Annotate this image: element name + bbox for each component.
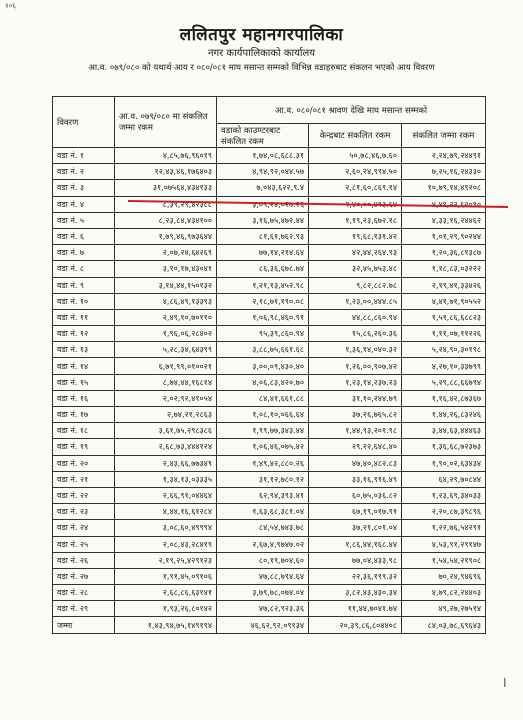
cell-ward: वडा नं. ८ (53, 261, 115, 277)
cell-prev: १,७९,४६,९७३६४४ (115, 228, 217, 244)
cell-ward: वडा नं. ५ (53, 212, 115, 228)
cell-center: ७७,०४,४३३.९८ (309, 552, 402, 568)
page-title: ललितपुर महानगरपालिका (179, 25, 344, 45)
cell-total: ५,२९,८८,६६७९४ (402, 374, 486, 390)
cell-counter: ३,००,०९,४३०.४० (217, 358, 309, 374)
cell-ward: वडा नं. १४ (53, 358, 115, 374)
cell-prev: १,४३,९४,७५,१४९१९४ (115, 617, 217, 633)
cell-prev: ४,८५,७६,९६०१९ (115, 148, 217, 164)
cell-center: २२,३६,१९९.३२ (309, 568, 402, 584)
cell-ward: वडा नं. २९ (53, 601, 115, 617)
cell-ward: वडा नं. १३ (53, 342, 115, 358)
table-row (53, 407, 486, 423)
cell-ward: वडा नं. २७ (53, 568, 115, 584)
cell-center: १,४०,००,४९३.६४ (309, 196, 402, 212)
cell-counter: ८१,६१,७६२.९३ (217, 228, 309, 244)
cell-total: १,३६,६८,७२३७३ (402, 439, 486, 455)
cell-total: ६४,२९,७०८४४ (402, 471, 486, 487)
cell-counter: १,०६,४६,०७५.४२ (217, 439, 309, 455)
cell-prev: १,९३,२६,८०१४२ (115, 601, 217, 617)
cell-total: ३,४४,६३,४४४६३ (402, 423, 486, 439)
table-row (53, 471, 486, 487)
table-row (53, 455, 486, 471)
cell-ward: जम्मा (53, 617, 115, 633)
report-subtitle: आ.व. ०७९/०८० को यथार्थ आय र ०८०/०८१ माघ मसान्त सम्मको विभिन्न वडाहरुबाट संकलन भएको आय विवरण (88, 63, 435, 73)
cell-ward: वडा नं. ९ (53, 277, 115, 293)
cell-ward: वडा नं. १ (53, 148, 115, 164)
cell-prev: २,६८,८६,६३१४१ (115, 585, 217, 601)
cell-counter: १,७४,०८,६८८.३१ (217, 148, 309, 164)
cell-prev: २,०८,४३,२८४१९ (115, 536, 217, 552)
cell-center: ३७,२६,७६५.८२ (309, 407, 402, 423)
table-row (53, 568, 486, 584)
cell-counter: २,१८,७१,१९०.०८ (217, 293, 309, 309)
cell-center: ४४,८८,८६०.९४ (309, 309, 402, 325)
cell-counter: ३,०९,२४,०२७.२६ (217, 196, 309, 212)
cell-ward: वडा नं. १७ (53, 407, 115, 423)
table-row (53, 326, 486, 342)
cell-counter: ८४,५४,७४३.७८ (217, 520, 309, 536)
table-row (53, 552, 486, 568)
cell-center: ३३,१६,९१६.४९ (309, 471, 402, 487)
cell-center: ११,४४,७०४१.७४ (309, 601, 402, 617)
cell-total: १,२०,३६,८१३८७ (402, 245, 486, 261)
cell-prev: ४,४४,१६,६१२८४ (115, 504, 217, 520)
cell-center: ९,८२,८८२.७८ (309, 277, 402, 293)
cell-counter: १,९९,७७,३४३.४४ (217, 423, 309, 439)
cell-ward: वडा नं. १२ (53, 326, 115, 342)
revenue-table (52, 96, 486, 634)
cell-total: १,१८,८३,०३२२२ (402, 261, 486, 277)
cell-prev: २,६६,९१,०४४६४ (115, 487, 217, 503)
cell-total: १,४४,२६,८३२४६ (402, 407, 486, 423)
cell-center: २९,२२,६४८.४० (309, 439, 402, 455)
cell-total: १,१६,४२,८७३६७ (402, 390, 486, 406)
cell-ward: वडा नं. ३ (53, 180, 115, 196)
cell-ward: वडा नं. १९ (53, 439, 115, 455)
cell-prev: २,४९,१०,७०११० (115, 309, 217, 325)
handwritten-mark: ı (502, 672, 507, 691)
cell-center: ४७,४०,४८२.८३ (309, 455, 402, 471)
cell-center: ३२,४५,७५३.४८ (309, 261, 402, 277)
office-name: नगर कार्यपालिकाको कार्यालय (207, 48, 316, 59)
cell-ward: वडा नं. २० (53, 455, 115, 471)
cell-total: १,२३,६९,३४०३३ (402, 487, 486, 503)
table-row (53, 164, 486, 180)
cell-total: ८४,०३,७८,६९६४३ (402, 617, 486, 633)
cell-total: २,२४,७९,२४४९१ (402, 148, 486, 164)
table-row (53, 261, 486, 277)
cell-counter: ७,०४३,६२२,९.४ (217, 180, 309, 196)
cell-prev: १,९१,४५,०९१०६ (115, 568, 217, 584)
cell-total: ४,७९,८२,२४४०३ (402, 585, 486, 601)
table-row (53, 293, 486, 309)
cell-center: ३७,२१,८०१.०४ (309, 520, 402, 536)
cell-total: ४,५३,९१,२९१४७ (402, 536, 486, 552)
cell-prev: ५,२८,३४,६४३९९ (115, 342, 217, 358)
cell-ward: वडा नं. ७ (53, 245, 115, 261)
cell-counter: ३१,१२,७८०.१२ (217, 471, 309, 487)
cell-center: १,२३,१४,२३७.२३ (309, 374, 402, 390)
cell-total: १०,७९,१४,४९२०८ (402, 180, 486, 196)
cell-center: ५०,७८,४६,७.६० (309, 148, 402, 164)
cell-prev: ८,२३,८४,४३४१०० (115, 212, 217, 228)
cell-prev: २,०७,२४,६४२६९ (115, 245, 217, 261)
cell-counter: १,४९,४२,८८०.२६ (217, 455, 309, 471)
cell-counter: ४७,८८,७९४.६४ (217, 568, 309, 584)
cell-total: १,९०,०२,६३४३४ (402, 455, 486, 471)
col-header-prev-year: आ.व. ०७९/०८० मा संकलित जम्मा रकम (115, 97, 217, 148)
cell-counter: ७७,१४,२१४.६४ (217, 245, 309, 261)
cell-center: १५,८६,२६०.३६ (309, 326, 402, 342)
cell-total: ४,४९,२२,६२०९० (402, 196, 486, 212)
cell-prev: ८,३९,२९,४२३८८ (115, 196, 217, 212)
col-header-center: केन्द्रबाट संकलित रकम (309, 124, 402, 148)
cell-prev: १,९६,०६,२८४०२ (115, 326, 217, 342)
cell-prev: ६,७१,९९,०१००२१ (115, 358, 217, 374)
cell-counter: १,०६,९८,४६०.९१ (217, 309, 309, 325)
cell-prev: २,४३,६६,७७३४९ (115, 455, 217, 471)
table-row (53, 439, 486, 455)
cell-prev: २,१९,२५,४२९१२३ (115, 552, 217, 568)
cell-ward: वडा नं. २५ (53, 536, 115, 552)
cell-prev: २,६८,७३,४४४१२४ (115, 439, 217, 455)
cell-total: १,०१,२९,९०२४४ (402, 228, 486, 244)
table-row (53, 148, 486, 164)
col-header-description: विवरण (53, 97, 115, 148)
cell-ward: वडा नं. २२ (53, 487, 115, 503)
cell-total: १,५१,८६,६८८२३ (402, 309, 486, 325)
table-row (53, 358, 486, 374)
cell-center: ६७,१९,०१७.९१ (309, 504, 402, 520)
cell-ward: वडा नं. १८ (53, 423, 115, 439)
cell-prev: ३,१४,४४,१५०१३२ (115, 277, 217, 293)
table-row (53, 504, 486, 520)
cell-counter: ८०,१९,७०४,६० (217, 552, 309, 568)
cell-center: १,२३,००,४४४.८५ (309, 293, 402, 309)
cell-counter: ४,९४,९२,०४४.५७ (217, 164, 309, 180)
cell-center: १,८६,४४,१६८.४४ (309, 536, 402, 552)
cell-total: ५,२४,९०,३०१९८ (402, 342, 486, 358)
cell-counter: १,६३,६८,३८१.०४ (217, 504, 309, 520)
cell-ward: वडा नं. २ (53, 164, 115, 180)
cell-ward: वडा नं. २८ (53, 585, 115, 601)
cell-center: २,६०,२४,९९४.५० (309, 164, 402, 180)
cell-counter: ९५,३९,८६०.९४ (217, 326, 309, 342)
table-row (53, 374, 486, 390)
cell-ward: वडा नं. १५ (53, 374, 115, 390)
cell-center: १९,६८,१३१.४२ (309, 228, 402, 244)
cell-prev: १,३४,१३,०३३३५ (115, 471, 217, 487)
table-row (53, 180, 486, 196)
cell-ward: वडा नं. ११ (53, 309, 115, 325)
cell-counter: १,०८,१०,०६६.६४ (217, 407, 309, 423)
cell-prev: २,०२,९२,४१०५४ (115, 390, 217, 406)
col-header-current-group: आ.व. ०८०/०८१ श्रावण देखि माघ मसान्त सम्मको (217, 97, 486, 124)
table-row (53, 536, 486, 552)
cell-total: ४९,२७,२७५१४ (402, 601, 486, 617)
cell-ward: वडा नं. ४ (53, 196, 115, 212)
cell-total: ४,४१,७१,९०५५२ (402, 293, 486, 309)
cell-total: ७०,२४,९४६९६ (402, 568, 486, 584)
cell-center: २,८१,६०,८६९.१४ (309, 180, 402, 196)
total-row (53, 617, 486, 633)
cell-total: १,११,०७,११२२६ (402, 326, 486, 342)
cell-center: १,१९,२३,६७२.१८ (309, 212, 402, 228)
cell-ward: वडा नं. २१ (53, 471, 115, 487)
table-row (53, 520, 486, 536)
cell-counter: ८६,३६,६७८.७४ (217, 261, 309, 277)
table-row (53, 487, 486, 503)
cell-counter: ६२,९४,३९३.४१ (217, 487, 309, 503)
cell-counter: २,६७,४,९७४७.०२ (217, 536, 309, 552)
cell-counter: ४६,६२,९२,०९१३४ (217, 617, 309, 633)
cell-counter: ३,८८,७५,६६१.६८ (217, 342, 309, 358)
table-row (53, 390, 486, 406)
table-row (53, 228, 486, 244)
cell-total: १,२२,७६,५४२९१ (402, 520, 486, 536)
cell-counter: ३,१६,७५,४७२.४४ (217, 212, 309, 228)
cell-counter: ८४,४१,६६१.८८ (217, 390, 309, 406)
page-number: १०६ (5, 2, 16, 10)
cell-ward: वडा नं. १० (53, 293, 115, 309)
cell-prev: ३१,०७५६४,४३४१३३ (115, 180, 217, 196)
cell-counter: ४,०६,८३,४२०.७० (217, 374, 309, 390)
cell-total: ७,२५,१६,२४३३० (402, 164, 486, 180)
cell-ward: वडा नं. २३ (53, 504, 115, 520)
cell-center: २०,३९,८६,८०४४०८ (309, 617, 402, 633)
table-row (53, 245, 486, 261)
col-header-ward-counter: वडाको काउण्टरबाट संकलित रकम (217, 124, 309, 148)
cell-total: १,५४,५४,२१९०८ (402, 552, 486, 568)
cell-center: ३१,१०,२४४.७९ (309, 390, 402, 406)
table-row (53, 601, 486, 617)
cell-total: २,१९,४१,३३४२६ (402, 277, 486, 293)
table-row (53, 277, 486, 293)
cell-total: २,२०,८७,३९८९६ (402, 504, 486, 520)
cell-center: ६०,७५,०३६.८२ (309, 487, 402, 503)
col-header-total: संकलित जम्मा रकम (402, 124, 486, 148)
cell-center: १,४४,९३,२०१.९८ (309, 423, 402, 439)
cell-center: ३,८२,४३,४३०.३४ (309, 585, 402, 601)
cell-prev: ८,७४,४४,१६८१४ (115, 374, 217, 390)
cell-ward: वडा नं. १६ (53, 390, 115, 406)
table-row (53, 585, 486, 601)
cell-prev: ३,६१,७५,२९८३८६ (115, 423, 217, 439)
table-row (53, 309, 486, 325)
cell-center: ४२,४४,२६४.९३ (309, 245, 402, 261)
cell-prev: ३,०८,६०,४९९९४ (115, 520, 217, 536)
cell-counter: ३,७९,७८,०७४.०४ (217, 585, 309, 601)
cell-total: ४,३३,१६,२४४६२ (402, 212, 486, 228)
cell-total: ४,२७,१०,३३७९९ (402, 358, 486, 374)
cell-ward: वडा नं. ६ (53, 228, 115, 244)
cell-center: १,२६,००,९०७.४२ (309, 358, 402, 374)
cell-ward: वडा नं. २४ (53, 520, 115, 536)
cell-prev: ३,१०,१७,४३०४१ (115, 261, 217, 277)
cell-ward: वडा नं. २६ (53, 552, 115, 568)
cell-counter: ४७,८२,९२३.३६ (217, 601, 309, 617)
table-row (53, 212, 486, 228)
table-row (53, 342, 486, 358)
cell-prev: ४,८६,४९,१३३९३ (115, 293, 217, 309)
cell-prev: १२,४३,४६,१७६४०३ (115, 164, 217, 180)
table-row (53, 423, 486, 439)
cell-counter: १,२१,१३,४५२.९८ (217, 277, 309, 293)
cell-center: १,३६,१४,०४०.३२ (309, 342, 402, 358)
cell-prev: २,७४,२१,२८६३ (115, 407, 217, 423)
